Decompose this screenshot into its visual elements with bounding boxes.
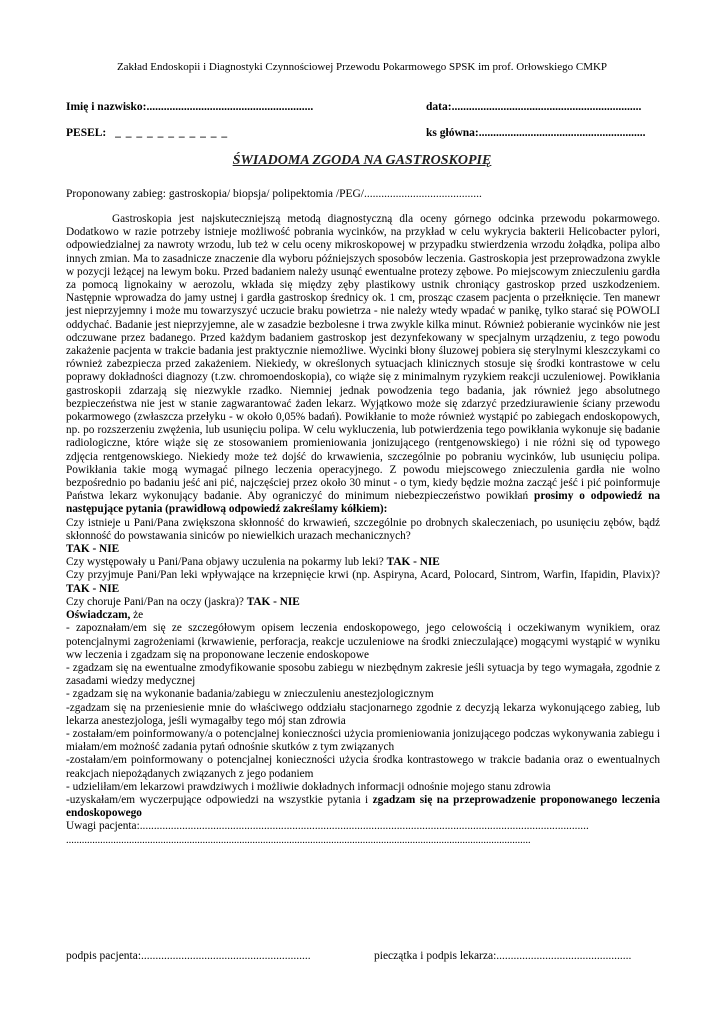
ks-dots: ..........................................................: [478, 127, 646, 139]
declaration-rest: że: [133, 609, 144, 622]
pesel-field[interactable]: [66, 127, 228, 139]
name-label: Imię i nazwisko:: [66, 101, 147, 113]
question-1-text: Czy istnieje u Pani/Pana zwiększona skłonność do krwawień, szczególnie po drobnych skaleczeniach, po usunięciu zębów, bądź skłonność do powstawania siniców po niewielkich urazach mechanicznych?: [66, 516, 660, 542]
remarks-dots: ...............................................................................................................................................................: [139, 820, 589, 833]
pesel-blanks: _ _ _ _ _ _ _ _ _ _ _: [115, 127, 229, 139]
question-1: [66, 517, 660, 543]
question-3-answer[interactable]: TAK - NIE: [66, 582, 120, 595]
proposed-procedure: Proponowany zabieg: gastroskopia/ biopsja/ polipektomia /PEG/.........................................: [66, 188, 482, 200]
pesel-label: PESEL:: [66, 127, 107, 139]
last-statement: [66, 794, 660, 820]
statement-item: - zgadzam się na ewentualne zmodyfikowanie sposobu zabiegu w niezbędnym zakresie jeśli sytuacja by tego wymagała, zgodnie z zasadami wiedzy medycznej: [66, 661, 660, 688]
date-label: data:: [426, 101, 452, 113]
question-2: [66, 556, 660, 569]
last-statement-bold: zgadzam się na przeprowadzenie proponowanego leczenia endoskopowego: [66, 793, 660, 820]
statement-item: -zgadzam się na przeniesienie mnie do właściwego oddziału stacjonarnego zgodnie z decyzją lekarza wykonującego zabieg, lub lekarza anestezjologa, jeśli wymagałby tego mój stan zdrowia: [66, 701, 660, 727]
question-4-text: Czy choruje Pani/Pan na oczy (jaskra)?: [66, 595, 244, 608]
institution-header: Zakład Endoskopii i Diagnostyki Czynnościowej Przewodu Pokarmowego SPSK im prof. Orłowskiego CMKP: [116, 61, 608, 73]
declaration-heading: [66, 609, 660, 622]
main-paragraph-text: Gastroskopia jest najskuteczniejszą metodą diagnostyczną dla oceny górnego odcinka przewodu pokarmowego. Dodatkowo w razie potrzeby istnieje możliwość pobrania wycinków, na przykład w celu wykrycia bakterii Helicobacter pylori, odpowiedzialnej za nawroty wrzodu, lub też w celu oceny mikroskopowej w przypadku stwierdzenia wrzodu żołądka, polipa albo innych zmian. Ma to zasadnicze znaczenie dla wyboru późniejszych sposobów leczenia. Gastroskopia jest przeprowadzona zwykle w pozycji leżącej na lewym boku. Przed badaniem należy usunąć ewentualne protezy zębowe. Po miejscowym znieczuleniu gardła za pomocą lignokainy w aerozolu, wkłada się między zęby plastikowy ustnik chroniący gastroskop przed uszkodzeniem. Następnie wprowadza do jamy ustnej i gardła gastroskop średnicy ok. 1 cm, prosząc czasem pacjenta o przełknięcie. Ten manewr jest nieprzyjemny i może mu towarzyszyć uczucie braku powietrza - nie należy wtedy wpadać w panikę, tylko starać się POWOLI oddychać. Badanie jest nieprzyjemne, ale w zasadzie bezbolesne i trwa zwykle kilka minut. Również pobieranie wycinków nie jest odczuwane przez badanego. Przed każdym badaniem gastroskop jest dezynfekowany w specjalnym urządzeniu, z tego powodu zakażenie pacjenta w trakcie badania jest praktycznie niemożliwe. Wycinki błony śluzowej pobiera się sterylnymi kleszczykami co również zabezpiecza przed zakażeniem. Niekiedy, w określonych sytuacjach klinicznych stosuje się środki kontrastowe w celu poprawy dokładności diagnozy (t.zw. chromoendoskopia), co wiąże się z minimalnym ryzykiem reakcji uczuleniowej. Powikłania gastroskopii zdarzają się niezwykle rzadko. Niemniej jednak powodzenia tego badania, jak również jego absolutnego bezpieczeństwa nie jest w stanie zagwarantować żaden lekarz. Wyjątkowo może się zdarzyć przedziurawienie ściany przewodu pokarmowego (zwłaszcza przełyku - w około 0,05% badań). Powikłanie to może również wystąpić po zabiegach endoskopowych, np. po rozszerzeniu zwężenia, lub usunięciu polipa. W celu wykluczenia, lub potwierdzenia tego powikłania wykonuje się badanie radiologiczne, które wiąże się ze stosowaniem promieniowania jonizującego (rentgenowskiego) i nie różni się od typowego zdjęcia rentgenowskiego. Niekiedy może też dojść do krwawienia, szczególnie po pobraniu wycinków, lub usunięciu polipa. Powikłania takie mogą wymagać pilnego leczenia operacyjnego. Z powodu miejscowego znieczulenia gardła nie wolno bezpośrednio po badaniu jeść ani pić, najczęściej przez około 30 minut - o tym, kiedy będzie można zacząć jeść i pić poinformuje Państwa lekarz wykonujący badanie. Aby ograniczyć do minimum niebezpieczeństwo powikłań: [66, 213, 660, 503]
question-3-text: Czy przyjmuje Pani/Pan leki wpływające na krzepnięcie krwi (np. Aspiryna, Acard, Polocard, Sintrom, Warfin, Ifapidin, Plavix)?: [66, 569, 660, 582]
ks-glowna-field[interactable]: [426, 127, 645, 139]
remarks-label: Uwagi pacjenta:: [66, 820, 140, 833]
document-title: ŚWIADOMA ZGODA NA GASTROSKOPIĘ: [232, 153, 492, 168]
main-paragraph: [66, 213, 660, 517]
patient-remarks[interactable]: [66, 820, 660, 833]
question-2-answer[interactable]: TAK - NIE: [386, 556, 440, 569]
patient-remarks-line-2[interactable]: .................................................................................................................................................................................: [66, 834, 531, 846]
question-3: [66, 569, 660, 595]
question-2-text: Czy występowały u Pani/Pana objawy uczulenia na pokarmy lub leki?: [66, 556, 384, 569]
doctor-signature[interactable]: pieczątka i podpis lekarza:...............................................: [374, 950, 632, 962]
document-body: [66, 213, 660, 847]
last-statement-text: -uzyskałam/em wyczerpujące odpowiedzi na wszystkie pytania i: [66, 793, 369, 806]
patient-signature[interactable]: podpis pacjenta:...........................................................: [66, 950, 311, 962]
question-1-answer-text: TAK - NIE: [66, 543, 120, 556]
statement-item: - zostałam/em poinformowany/a o potencjalnej konieczności użycia promieniowania jonizującego podczas wykonywania zabiegu i miałam/em możność zadania pytań odnośnie skutków z tym związanych: [66, 727, 660, 754]
main-paragraph-bold: prosimy o odpowiedź na następujące pytania (prawidłową odpowiedź zakreślamy kółkiem):: [66, 490, 661, 516]
question-4: [66, 596, 660, 609]
date-field[interactable]: [426, 101, 641, 113]
name-dots: ..........................................................: [146, 101, 314, 113]
statement-item: - udzieliłam/em lekarzowi prawdziwych i możliwie dokładnych informacji odnośnie mojego stanu zdrowia: [66, 780, 551, 793]
question-1-answer[interactable]: [66, 543, 660, 556]
declaration-bold: Oświadczam,: [66, 609, 131, 622]
name-field[interactable]: [66, 101, 313, 113]
date-dots: ..................................................................: [451, 101, 642, 113]
statement-item: -zostałam/em poinformowany o potencjalnej konieczności użycia środka kontrastowego w trakcie badania oraz o ewentualnych reakcjach niepożądanych związanych z jego podaniem: [66, 754, 660, 780]
statement-item: - zgadzam się na wykonanie badania/zabiegu w znieczuleniu anestezjologicznym: [66, 688, 434, 701]
ks-label: ks główna:: [426, 127, 479, 139]
question-4-answer[interactable]: TAK - NIE: [246, 595, 300, 608]
statement-item: - zapoznałam/em się ze szczegółowym opisem leczenia endoskopowego, jego celowością i oczekiwanym wynikiem, oraz potencjalnymi zagrożeniami (krwawienie, perforacja, reakcje uczuleniowe na środki znieczulające) mogącymi wystąpić w wyniku ww leczenia i zgadzam się na proponowane leczenie endoskopowe: [66, 622, 660, 661]
